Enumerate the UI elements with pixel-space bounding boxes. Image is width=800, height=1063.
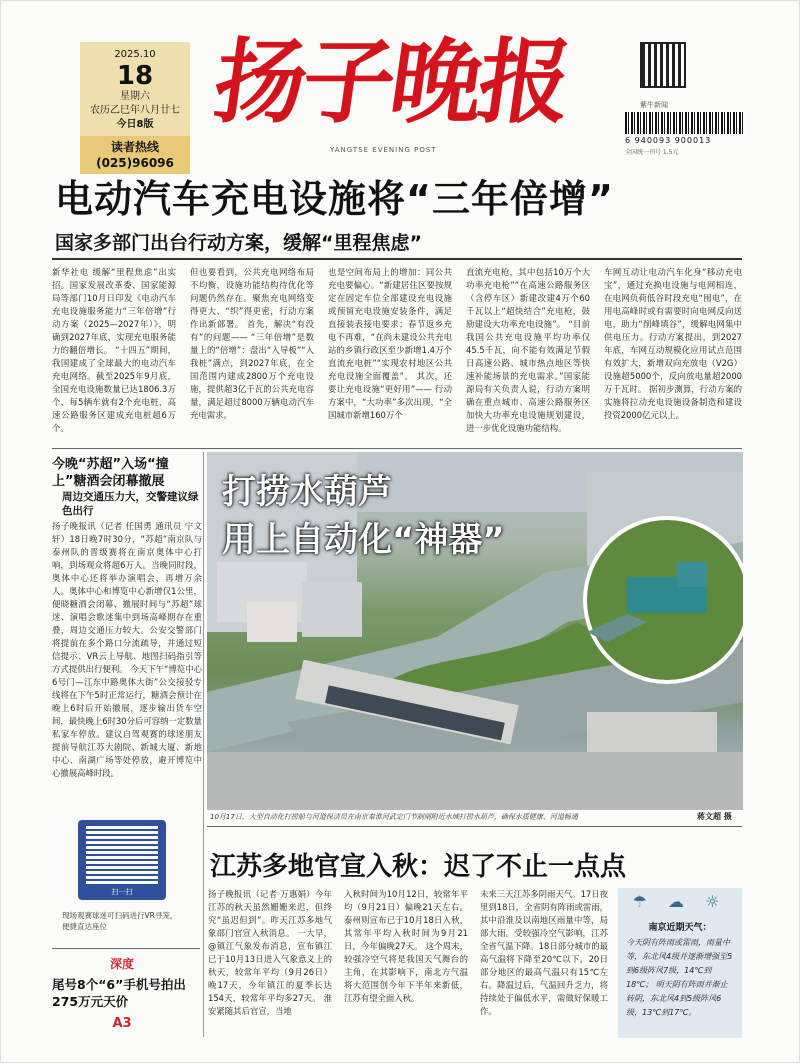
- weather-title: 南京近期天气：: [648, 923, 712, 933]
- hotline-label: 读者热线: [110, 140, 159, 154]
- depth-label: 深度: [109, 957, 134, 971]
- newspaper-logo: 扬子晚报: [207, 28, 575, 136]
- barcode-icon: [625, 112, 745, 134]
- qr-label: 紫牛新闻: [640, 101, 668, 109]
- photo-headline-line2: 用上自动化“神器”: [222, 520, 505, 560]
- issue-weekday: 星期六: [120, 91, 150, 102]
- photo-credit: 蒋文超 摄: [697, 812, 732, 821]
- qr-code-icon: [640, 42, 686, 88]
- photo-headline-line1: 打捞水葫芦: [222, 472, 392, 512]
- column-divider: [203, 452, 204, 1037]
- side-subhead: 周边交通压力大，交警建议绿色出行: [62, 491, 199, 517]
- side-headline: 今晚“苏超”入场“撞上”糖酒会闭幕撤展: [52, 457, 169, 489]
- issue-day: 18: [116, 61, 154, 91]
- autumn-column-2: 入秋时间为10月12日，较常年平均（9月21日）偏晚21天左右。 泰州则宣布已于10月18日入秋，其常年平均入秋时间为9月21日，今年偏晚27天。 这个周末，较强冷空气将是我国天气舞台的主角，在其影响下，南北方气温将大范围创今年下半年来新低，江苏有望全面入秋。: [344, 889, 468, 1003]
- barcode-number: 6 940093 900013: [625, 136, 712, 145]
- qr-pattern-icon: [86, 826, 158, 884]
- lead-column-2: 但也要看到，公共充电网络布局不均衡，设施功能结构待优化等问题仍然存在。聚焦充电网络变得更大、“织”得更密，行动方案作出新部署。 首先，解决“有没有”的问题—— “三年倍增”是数量上的“倍增”：盘出“入导板”“入我桩”满点，到2027年底，在全国范围内建成2800万个充电设施，提供超3亿千瓦的公共充电容量，满足超过8000万辆电动汽车充电需求。: [190, 267, 314, 420]
- lead-subhead: 国家多部门出台行动方案，缓解“里程焦虑”: [55, 232, 422, 254]
- autumn-column-3: 未来三天江苏多阴雨天气。17日夜里到18日，全省阴有阵雨或雷雨，其中沿淮及以南地区雨量中等，局部大雨。受较强冷空气影响，江苏全省气温下降。18日部分城市的最高气温将下降至20℃以下，20日部分地区的最高气温只有15℃左右。降温过后，气温回升乏力，将持续处于偏低水平，需做好保暖工作。: [480, 889, 608, 1016]
- divider: [207, 826, 742, 827]
- weather-box: [618, 888, 742, 1038]
- barcode-sub: 全国统一刊号 1.5元: [625, 149, 679, 156]
- divider: [52, 258, 742, 260]
- depth-page-ref: A3: [112, 1016, 132, 1031]
- depth-headline[interactable]: 尾号8个“6”手机号拍出275万元天价: [52, 977, 186, 1009]
- autumn-headline: 江苏多地官宣入秋：迟了不止一点点: [210, 852, 627, 882]
- lead-column-5: 车网互动让电动汽车化身“移动充电宝”，通过充换电设施与电网相连，在电网负荷低谷时段充电“囤电”，在用电高峰时或有需要时向电网反向送电，助力“削峰填谷”，缓解电网集中供电压力。行动方案提出，到2027年底，车网互动规模化应用试点范围有效扩大，新增双向充放电（V2G）设施超5000个，反向放电量超2000万千瓦时。 据初步测算，行动方案的实施将拉动充电设施设备制造和建设投资2000亿元以上。: [604, 267, 742, 420]
- date-box: [80, 42, 190, 170]
- lead-headline: 电动汽车充电设施将“三年倍增”: [55, 177, 614, 221]
- lead-column-4: 直流充电枪，其中包括10万个大功率充电枪”“在高速公路服务区（含停车区）新建改建4万个60千瓦以上“超快结合”充电枪，鼓励建设大功率充电设施”。 “目前我国公共充电设施平均功率仅45.5千瓦，向不能有效满足节假日高速公路、城市热点地区等快速补能场景的充电需求。”国家能源局有关负责人说，行动方案明确在重点城市、高速公路服务区加快大功率充电设施规划建设，进一步优化设施功能结构。: [466, 267, 590, 433]
- issue-month: 2025.10: [114, 49, 156, 60]
- divider: [52, 948, 200, 949]
- vr-qr-code[interactable]: [78, 820, 166, 900]
- hotline-number: (025)96096: [96, 156, 174, 170]
- lead-column-1: 新华社电 缓解“里程焦虑”出实招。国家发展改革委、国家能源局等部门10月日印发《电动汽车充电设施服务能力“三年倍增”行动方案（2025—2027年）》，明确到2027年底，实现充电服务能力的翻倍增长。 “十四五”期间，我国建成了全球最大的电动汽车充电网络。截至2025年9月底，全国充电设施数量已达1806.3万个，每5辆车就有2个充电桩，高速公路服务区建成充电桩超6万个。: [52, 267, 176, 433]
- weather-forecast: 今天阴有阵雨或雷雨，雨量中等，东北风4级并逐渐增强至5到6级阵风7级，14℃到18℃； 明天阴有阵雨并渐止转阴，东北风4到5级阵风6级，13℃到17℃。: [626, 938, 733, 1017]
- lead-column-3: 也是空间布局上的增加：同公共充电要偏心。“新建居住区要按规定在固定车位全部建设充电设施或预留充电设施安装条件，满足直接装表接电要求；春节返乡充电不再难，“在尚未建设公共充电站的乡镇行政区至少新增1.4万个直流充电桩”“实现农村地区公共充电设施全面覆盖”。 其次，还要让充电设施“更好用”—— 行动方案中，“大功率”多次出现，“全国城市新增160万个: [328, 267, 452, 420]
- photo-headline: [222, 468, 505, 564]
- qr-scan-label: 扫一扫: [111, 888, 133, 896]
- side-body: 扬子晚报讯（记者 任国勇 通讯员 宁文轩）18日晚7时30分，“苏超”南京队与泰州队的晋级赛将在南京奥体中心打响，到场观众将超6万人。当晚同时段，奥体中心还将举办演唱会，再增万余人。奥体中心和博览中心新增仅1公里，便晓糖酒会闭幕、撤展时间与“苏超”球迷、演唱会歌迷集中到场高峰期存在重叠，周边交通压力较大。公安交警部门将提前在多个路口分流疏导，并通过短信提示、VR云上导航、地图扫码指引等方式提供出行便利。 今天下午“博览中心6号门—江东中路奥体大街”公交接驳专线将在下午5时正常运行，糖酒会预计在晚上6时后开始撤展，逐步输出货车空间，最快晚上6时30分后可容纳一定数量私家车停放。建议自驾观赛的球迷朋友提前导航江苏大剧院、新城大厦、新地中心、南湖广场等处停放，避开博览中心撤展高峰时段。: [52, 521, 202, 778]
- lunar-date: 农历乙巳年八月廿七: [90, 105, 180, 116]
- newspaper-english-name: YANGTSE EVENING POST: [330, 146, 437, 154]
- photo-caption: 10月17日，大型自动化打捞船与河道保洁员在南京秦淮河武定门节制闸附近水域打捞水葫芦，确保水质健康、河道畅通: [210, 813, 578, 821]
- weather-icon: ☂ ☁ ☼: [632, 892, 728, 911]
- qr-caption: 现场观赛球迷可扫码进行VR寻笼，便捷直达座位: [62, 911, 178, 931]
- autumn-column-1: 扬子晚报讯（记者 万惠娟）今年江苏的秋天虽然姗姗来迟，但终究“虽迟但到”。昨天江苏多地气象部门官宣入秋消息。 一大早，@镇江气象发布消息，宣布镇江已于10月13日进入气象意义上的秋天，较常年平均（9月26日）晚17天，今年镇江的夏季长达154天，较常年平均多27天。 淮安紧随其后官宣，当地: [208, 889, 332, 1016]
- edition-count: 今日8版: [116, 119, 154, 130]
- divider: [52, 448, 742, 449]
